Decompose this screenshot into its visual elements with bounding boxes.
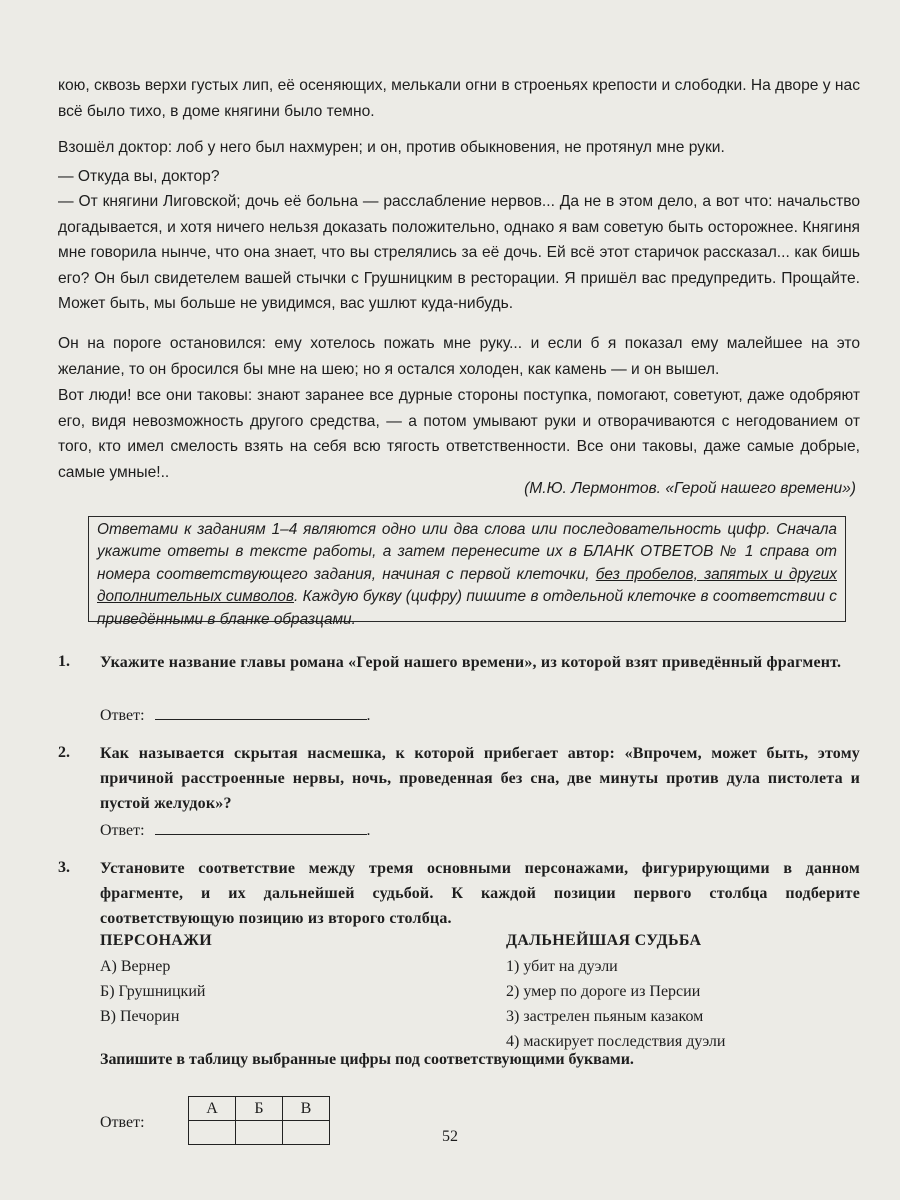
instructions-text-1: Ответами к заданиям 1–4 являются одно или два слова или последовательность цифр. Сначала укажите ответы в тексте работы, а затем перенесите их в БЛАНК ОТВЕТОВ № 1 справа от номера соответствующего задания, начиная с первой клеточки, (97, 521, 837, 583)
passage-paragraph-2: Взошёл доктор: лоб у него был нахмурен; и он, против обыкновения, не протянул мне руки. (58, 139, 725, 156)
passage-paragraph-4: — От княгини Лиговской; дочь её больна — расслабление нервов... Да не в этом дело, а вот что: начальство догадывается, и хотя ничего нельзя доказать положительно, однако я вам советую быть осторожнее. Княгиня мне говорила нынче, что она знает, что вы стрелялись за её дочь. Ей всё этот старичок рассказал... как бишь его? Он был свидетелем вашей стычки с Грушницким в ресторации. Я пришёл вас предупредить. Прощайте. Может быть, мы больше не увидимся, вас ушлют куда-нибудь. (58, 193, 860, 313)
question-2-answer (100, 820, 371, 840)
question-1-number: 1. (58, 653, 70, 670)
instructions-text-2: . Каждую букву (цифру) пишите в отдельной клеточке в соответствии с приведёнными в бланке образцами. (97, 588, 837, 628)
page-number: 52 (442, 1128, 458, 1145)
answer-blank-2[interactable] (155, 820, 367, 835)
answer-end: . (366, 822, 371, 839)
fate-header: ДАЛЬНЕЙШАЯ СУДЬБА (506, 932, 702, 949)
question-3-answer-label: Ответ: (100, 1114, 145, 1131)
character-item: А) Вернер (100, 958, 171, 975)
answer-blank-1[interactable] (155, 705, 367, 720)
question-1-answer (100, 705, 371, 725)
passage-source: (М.Ю. Лермонтов. «Герой нашего времени») (524, 480, 856, 497)
answer-label: Ответ: (100, 822, 145, 839)
passage-paragraph-5: Он на пороге остановился: ему хотелось пожать мне руку... и если б я показал ему малейшее на это желание, то он бросился бы мне на шею; но я остался холоден, как камень — и он вышел. (58, 335, 860, 378)
fate-item: 2) умер по дороге из Персии (506, 983, 701, 1000)
character-item: Б) Грушницкий (100, 983, 206, 1000)
question-1-text: Укажите название главы романа «Герой нашего времени», из которой взят приведённый фрагмент. (100, 654, 842, 671)
character-item: В) Печорин (100, 1008, 180, 1025)
instructions-box (88, 516, 846, 628)
question-3-text: Установите соответствие между тремя основными персонажами, фигурирующими в данном фрагменте, и их дальнейшей судьбой. К каждой позиции первого столбца подберите соответствующую позицию из второго столбца. (100, 860, 860, 928)
fate-item: 4) маскирует последствия дуэли (506, 1033, 726, 1050)
answer-end: . (366, 707, 371, 724)
fate-item: 1) убит на дуэли (506, 958, 618, 975)
instructions-underlined: без пробелов, запятых и других дополнительных символов (97, 565, 837, 606)
passage-paragraph-3: — Откуда вы, доктор? (58, 168, 220, 185)
passage-paragraph-1: кою, сквозь верхи густых лип, её осеняющих, мелькали огни в строеньях крепости и слободки. На дворе у нас всё было тихо, в доме княгини было темно. (58, 77, 860, 120)
answer-label: Ответ: (100, 707, 145, 724)
question-2-number: 2. (58, 744, 70, 761)
table-instruction: Запишите в таблицу выбранные цифры под соответствующими буквами. (100, 1051, 634, 1068)
answer-table-header: А (189, 1097, 236, 1121)
passage-paragraph-6: Вот люди! все они таковы: знают заранее все дурные стороны поступка, помогают, советуют, даже одобряют его, видя невозможность другого средства, — а потом умывают руки и отворачиваются с негодованием от того, кто имел смелость взять на себя всю тягость ответственности. Все они таковы, даже самые добрые, самые умные!.. (58, 387, 860, 481)
fate-item: 3) застрелен пьяным казаком (506, 1008, 704, 1025)
characters-header: ПЕРСОНАЖИ (100, 932, 213, 949)
question-2-text: Как называется скрытая насмешка, к которой прибегает автор: «Впрочем, может быть, этому причиной расстроенные нервы, ночь, проведенная без сна, две минуты против дула пистолета и пустой желудок»? (100, 745, 860, 813)
answer-table-header: В (283, 1097, 330, 1121)
question-3-number: 3. (58, 859, 70, 876)
answer-table-header: Б (236, 1097, 283, 1121)
